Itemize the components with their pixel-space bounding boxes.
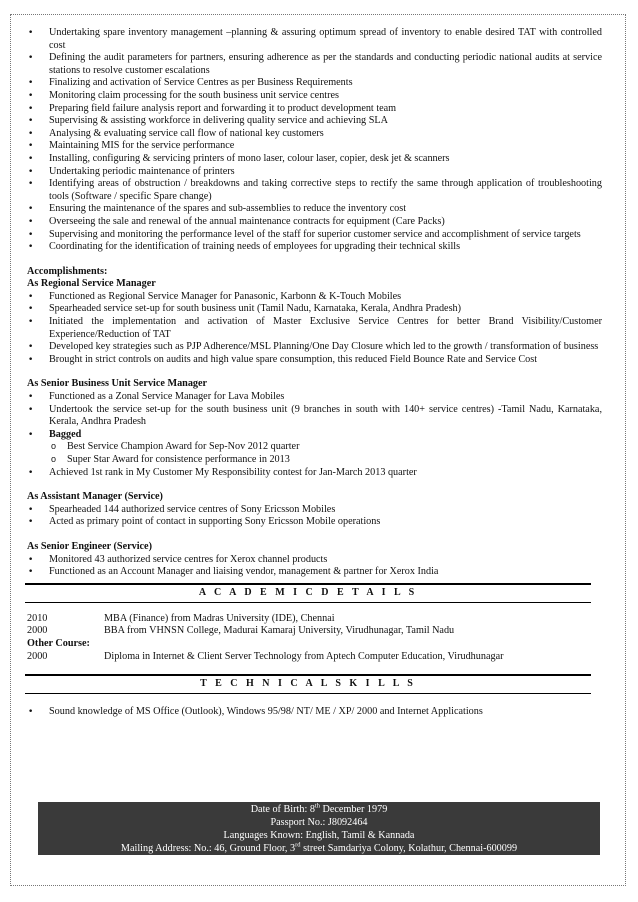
dob-text-end: December 1979: [319, 804, 388, 815]
regional-list: [27, 291, 602, 367]
address-text-end: street Samdariya Colony, Kolathur, Chennai-600099: [300, 843, 518, 854]
list-item: • Maintaining MIS for the service performance: [27, 140, 602, 153]
list-item: • Brought in strict controls on audits and high value spare consumption, this reduced Field Bounce Rate and Service Cost: [27, 354, 602, 367]
edu-year: 2000: [27, 625, 48, 637]
edu-detail: BBA from VHNSN College, Madurai Kamaraj University, Virudhunagar, Tamil Nadu: [104, 625, 455, 637]
edu-row: [27, 651, 602, 664]
senior-bu-list: [27, 391, 602, 441]
passport-number: Passport No.: J8092464: [270, 817, 368, 828]
list-item: • Functioned as Regional Service Manager for Panasonic, Karbonn & K-Touch Mobiles: [27, 291, 602, 304]
section-title-academic: A C A D E M I C D E T A I L S: [198, 586, 418, 598]
list-item: • Undertaking periodic maintenance of printers: [27, 166, 602, 179]
award-item: o Super Star Award for consistence performance in 2013: [49, 454, 602, 467]
duties-list: [27, 27, 602, 254]
edu-year: 2010: [27, 612, 48, 624]
edu-row: [27, 613, 602, 626]
accomplishments-heading: Accomplishments:: [27, 265, 108, 277]
list-item: • Spearheaded 144 authorized service centres of Sony Ericsson Mobiles: [27, 504, 602, 517]
other-course-label: Other Course:: [27, 637, 90, 649]
edu-year: 2000: [27, 650, 48, 662]
personal-details-footer: [38, 802, 600, 855]
list-item: • Initiated the implementation and activation of Master Exclusive Service Centres for better Brand Visibility/Customer Experience/Reduction of TAT: [27, 316, 602, 341]
section-band-technical: [25, 674, 591, 694]
list-item: • Functioned as an Account Manager and liaising vendor, management & partner for Xerox India: [27, 566, 602, 579]
resume-content: [27, 27, 602, 719]
list-item: • Identifying areas of obstruction / breakdowns and taking corrective steps to rectify the same through application of troubleshooting tools (Software / specific Spare change): [27, 178, 602, 203]
list-item: • Spearheaded service set-up for south business unit (Tamil Nadu, Karnataka, Kerala, Andhra Pradesh): [27, 303, 602, 316]
role-heading-asst-manager: As Assistant Manager (Service): [27, 491, 163, 503]
technical-list: [27, 706, 602, 719]
role-heading-senior-bu: As Senior Business Unit Service Manager: [27, 378, 208, 390]
list-item: • Achieved 1st rank in My Customer My Responsibility contest for Jan-March 2013 quarter: [27, 467, 602, 480]
list-item: • Developed key strategies such as PJP Adherence/MSL Planning/One Day Closure which led to the growth / transformation of business: [27, 341, 602, 354]
mailing-address: [38, 842, 600, 855]
list-item: • Monitoring claim processing for the south business unit service centres: [27, 90, 602, 103]
list-item: • Supervising & assisting workforce in delivering quality service and achieving SLA: [27, 115, 602, 128]
list-item: • Finalizing and activation of Service Centres as per Business Requirements: [27, 77, 602, 90]
date-of-birth: [38, 803, 600, 816]
address-text: Mailing Address: No.: 46, Ground Floor, 3: [120, 843, 296, 854]
section-band-academic: [25, 583, 591, 603]
award-item: o Best Service Champion Award for Sep-Nov 2012 quarter: [49, 441, 602, 454]
edu-detail: Diploma in Internet & Client Server Technology from Aptech Computer Education, Virudhunagar: [104, 650, 504, 662]
senior-bu-list-end: [27, 467, 602, 480]
list-item: • Coordinating for the identification of training needs of employees for upgrading their technical skills: [27, 241, 602, 254]
list-item: • Defining the audit parameters for partners, ensuring adherence as per the standards and conducting periodic national audits at service stations to resolve customer escalations: [27, 52, 602, 77]
list-item: • Undertaking spare inventory management –planning & assuring optimum spread of inventory to enable desired TAT with controlled cost: [27, 27, 602, 52]
list-item: • Supervising and monitoring the performance level of the staff for superior customer service and accomplishment of service targets: [27, 229, 602, 242]
list-item: • Installing, configuring & servicing printers of mono laser, colour laser, copier, desk jet & scanners: [27, 153, 602, 166]
edu-detail: MBA (Finance) from Madras University (IDE), Chennai: [104, 612, 335, 624]
bagged-label: Bagged: [49, 428, 82, 440]
list-item: • Sound knowledge of MS Office (Outlook), Windows 95/98/ NT/ ME / XP/ 2000 and Internet Applications: [27, 706, 602, 719]
languages-known: Languages Known: English, Tamil & Kannada: [223, 830, 415, 841]
role-heading-senior-engineer: As Senior Engineer (Service): [27, 540, 152, 552]
list-item: • Monitored 43 authorized service centres for Xerox channel products: [27, 554, 602, 567]
list-item-bagged: [27, 429, 602, 442]
edu-row: [27, 625, 602, 638]
list-item: • Preparing field failure analysis report and forwarding it to product development team: [27, 103, 602, 116]
list-item: • Ensuring the maintenance of the spares and sub-assemblies to reduce the inventory cost: [27, 203, 602, 216]
awards-list: [49, 441, 602, 466]
section-title-technical: T E C H N I C A L S K I L L S: [200, 678, 416, 690]
dob-superscript: th: [314, 802, 320, 810]
role-heading-regional: As Regional Service Manager: [27, 278, 156, 290]
dob-text: Date of Birth: 8: [250, 804, 315, 815]
list-item: • Functioned as a Zonal Service Manager for Lava Mobiles: [27, 391, 602, 404]
list-item: • Overseeing the sale and renewal of the annual maintenance contracts for equipment (Care Packs): [27, 216, 602, 229]
senior-engineer-list: [27, 554, 602, 579]
list-item: • Analysing & evaluating service call flow of national key customers: [27, 128, 602, 141]
list-item: • Undertook the service set-up for the south business unit (9 branches in south with 140+ service centres) -Tamil Nadu, Karnataka, Kerala, Andhra Pradesh: [27, 404, 602, 429]
address-superscript: rd: [295, 841, 301, 849]
asst-manager-list: [27, 504, 602, 529]
list-item: • Acted as primary point of contact in supporting Sony Ericsson Mobile operations: [27, 516, 602, 529]
